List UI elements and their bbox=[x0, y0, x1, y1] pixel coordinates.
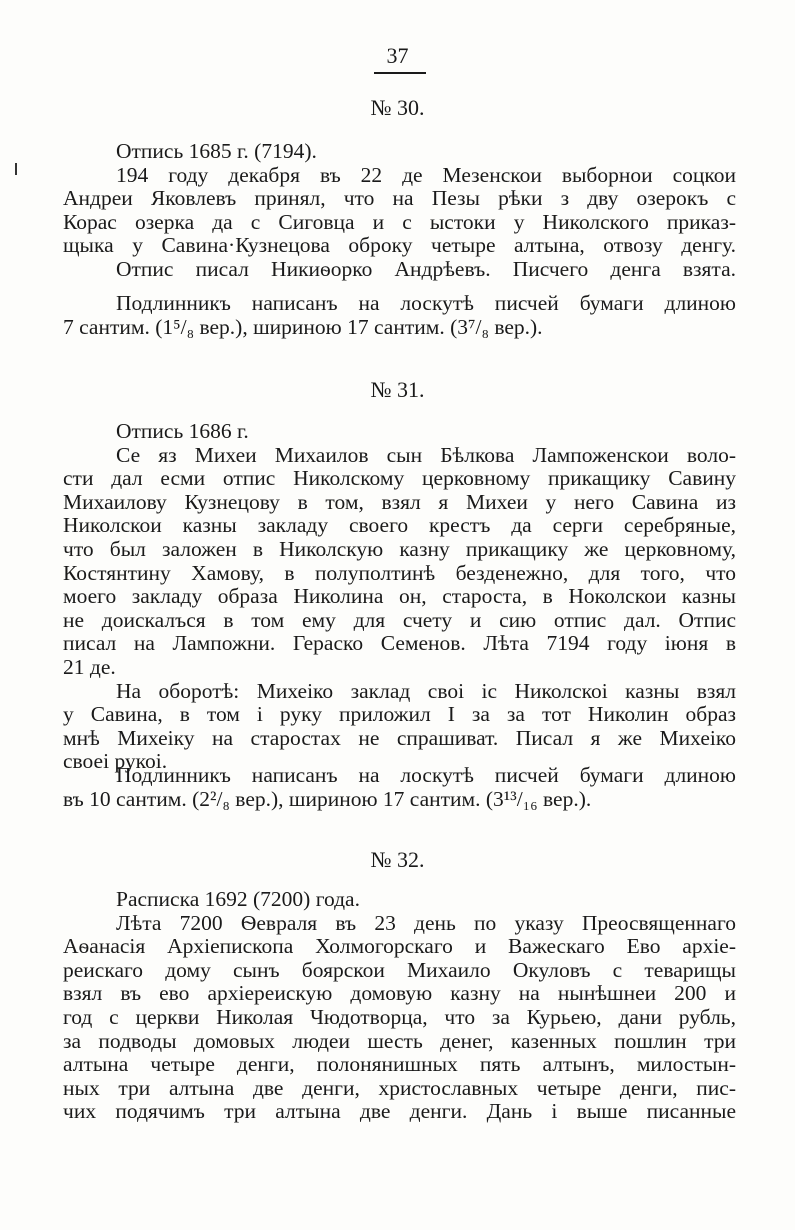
section-31-body-line: что был заложен в Николскую казну прикащику же церковному, bbox=[63, 536, 736, 561]
section-31-note-line: въ 10 сантим. (2²/₈ вер.), шириною 17 сантим. (3¹³/₁₆ вер.). bbox=[63, 786, 592, 811]
section-31-note-line: Подлинникъ написанъ на лоскутѣ писчей бумаги длиною bbox=[116, 763, 736, 787]
section-32-body-line: взял въ ево архіереискую домовую казну на нынѣшнеи 200 и bbox=[63, 981, 736, 1006]
section-31-text bbox=[63, 420, 736, 774]
section-32-text bbox=[63, 888, 736, 1124]
section-31-reverse-line: у Савина, в том і руку приложил І за за тот Николин образ bbox=[63, 702, 736, 727]
margin-mark bbox=[15, 163, 17, 175]
section-31-note bbox=[63, 764, 736, 811]
section-31-body-line: писал на Лампожни. Гераско Семенов. Лѣта 7194 году іюня в bbox=[63, 631, 736, 656]
section-32-body-line: год с церкви Николая Чюдотворца, что за Курьею, дани рубль, bbox=[63, 1004, 736, 1029]
section-30-body-line: Андреи Яковлевъ принял, что на Пезы рѣки з дву озерокъ с bbox=[63, 186, 736, 211]
section-31-body-line: Костянтину Хамову, в полуполтинѣ безденежно, для того, что bbox=[63, 560, 736, 585]
section-32-body-line: ных три алтына две денги, христославных четыре денги, пис- bbox=[63, 1075, 736, 1100]
section-32-body-line: алтына четыре денги, полонянишных пять алтынъ, милостын- bbox=[63, 1052, 736, 1077]
section-31-title: Отпись 1686 г. bbox=[116, 419, 249, 443]
section-31-reverse-line: На оборотѣ: Михеіко заклад своі іс Николскоі казны взял bbox=[116, 678, 736, 703]
section-30-body-line: щыка у Савина·Кузнецова оброку четыре алтына, отвозу денгу. bbox=[63, 233, 736, 258]
section-31-body-line: сти дал есми отпис Николскому церковному прикащику Савину bbox=[63, 466, 736, 491]
section-31-reverse-line: мнѣ Михеіку на старостах не спрашиват. Писал я же Михеіко bbox=[63, 725, 736, 750]
section-30-note-line: 7 сантим. (1⁵/₈ вер.), шириною 17 сантим. (3⁷/₈ вер.). bbox=[63, 314, 543, 339]
section-30-text bbox=[63, 140, 736, 282]
section-31-body-line: Се яз Михеи Михаилов сын Бѣлкова Лампоженскои воло- bbox=[116, 442, 736, 467]
section-32-body-line: Аѳанасія Архіепископа Холмогорскаго и Важескаго Ево архіе- bbox=[63, 934, 736, 959]
section-31-body-line: Михаилову Кузнецову в том, взял я Михеи у него Савина из bbox=[63, 489, 736, 514]
section-30-note-line: Подлинникъ написанъ на лоскутѣ писчей бумаги длиною bbox=[116, 291, 736, 315]
section-30-note bbox=[63, 292, 736, 339]
section-31-body-line: Николскои казны закладу своего крестъ да серги серебряные, bbox=[63, 513, 736, 538]
section-31-body-line: моего закладу образа Николина он, староста, в Ноколскои казны bbox=[63, 584, 736, 609]
section-31-heading: № 31. bbox=[370, 377, 425, 402]
page-number-rule bbox=[374, 72, 426, 74]
section-32-heading: № 32. bbox=[370, 847, 425, 872]
section-30-title: Отпись 1685 г. (7194). bbox=[116, 139, 317, 163]
section-31-body-line: не доискалъся в том ему для счету и сию отпис дал. Отпис bbox=[63, 607, 736, 632]
page-number: 37 bbox=[386, 43, 409, 68]
section-30-heading: № 30. bbox=[370, 95, 425, 120]
section-31-reverse-line: своеі рукоі. bbox=[63, 749, 168, 774]
section-31-body-line: 21 де. bbox=[63, 654, 116, 679]
section-32-body-line: за подводы домовых людеи шесть денег, казенных пошлин три bbox=[63, 1028, 736, 1053]
section-32-body-line: реискаго дому сынъ боярскои Михаило Окуловъ с теварищы bbox=[63, 957, 736, 982]
section-32-title: Расписка 1692 (7200) года. bbox=[116, 887, 360, 911]
section-30-body-line: 194 году декабря въ 22 де Мезенскои выборнои соцкои bbox=[116, 162, 736, 187]
section-32-body-line: чих подячимъ три алтына две денги. Дань і выше писанные bbox=[63, 1099, 736, 1124]
section-32-body-line: Лѣта 7200 Ѳевраля въ 23 день по указу Преосвященнаго bbox=[116, 910, 736, 935]
section-30-body-line: Отпис писал Никиѳорко Андрѣевъ. Писчего денга взята. bbox=[116, 256, 736, 281]
section-30-body-line: Корас озерка да с Сиговца и с ыстоки у Николского приказ- bbox=[63, 209, 736, 234]
